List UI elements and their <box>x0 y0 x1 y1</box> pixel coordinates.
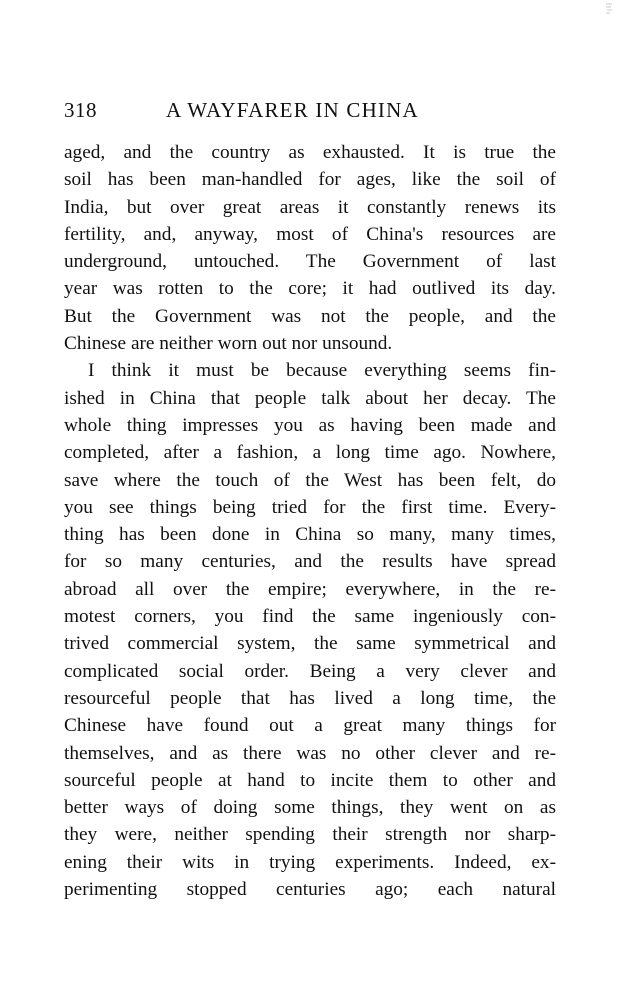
text-line: But the Government was not the people, and the <box>64 305 556 327</box>
text-line: underground, untouched. The Government of last <box>64 251 556 273</box>
text-line: fertility, and, anyway, most of China's resources are <box>64 223 556 245</box>
marginal-mark-icon <box>604 2 614 16</box>
page-header <box>64 98 554 128</box>
text-line: whole thing impresses you as having been made and <box>64 414 556 436</box>
text-line: sourceful people at hand to incite them to other and <box>64 769 556 791</box>
text-line: perimenting stopped centuries ago; each natural <box>64 879 556 901</box>
text-line: ening their wits in trying experiments. Indeed, ex- <box>64 851 556 873</box>
running-title: A WAYFARER IN CHINA <box>166 98 419 122</box>
text-line: year was rotten to the core; it had outlived its day. <box>64 278 556 300</box>
text-line: motest corners, you find the same ingeniously con- <box>64 606 556 628</box>
text-line: trived commercial system, the same symmetrical and <box>64 633 556 655</box>
text-line: ished in China that people talk about her decay. The <box>64 387 556 409</box>
text-line: I think it must be because everything seems fin- <box>88 360 556 382</box>
text-line: better ways of doing some things, they went on as <box>64 797 556 819</box>
text-line: resourceful people that has lived a long time, the <box>64 687 556 709</box>
text-line: India, but over great areas it constantly renews its <box>64 196 556 218</box>
text-line: soil has been man-handled for ages, like the soil of <box>64 169 556 191</box>
text-line: they were, neither spending their strength nor sharp- <box>64 824 556 846</box>
body-text <box>64 139 556 903</box>
text-line: thing has been done in China so many, many times, <box>64 524 556 546</box>
text-line: save where the touch of the West has been felt, do <box>64 469 556 491</box>
text-line: completed, after a fashion, a long time ago. Nowhere, <box>64 442 556 464</box>
text-line: Chinese have found out a great many things for <box>64 715 556 737</box>
page-number: 318 <box>64 98 97 122</box>
text-line: complicated social order. Being a very clever and <box>64 660 556 682</box>
text-line: abroad all over the empire; everywhere, in the re- <box>64 578 556 600</box>
text-line: you see things being tried for the first time. Every- <box>64 496 556 518</box>
text-line: aged, and the country as exhausted. It is true the <box>64 142 556 163</box>
text-line: themselves, and as there was no other clever and re- <box>64 742 556 764</box>
text-line: Chinese are neither worn out nor unsound. <box>64 333 393 355</box>
text-line: for so many centuries, and the results have spread <box>64 551 556 573</box>
